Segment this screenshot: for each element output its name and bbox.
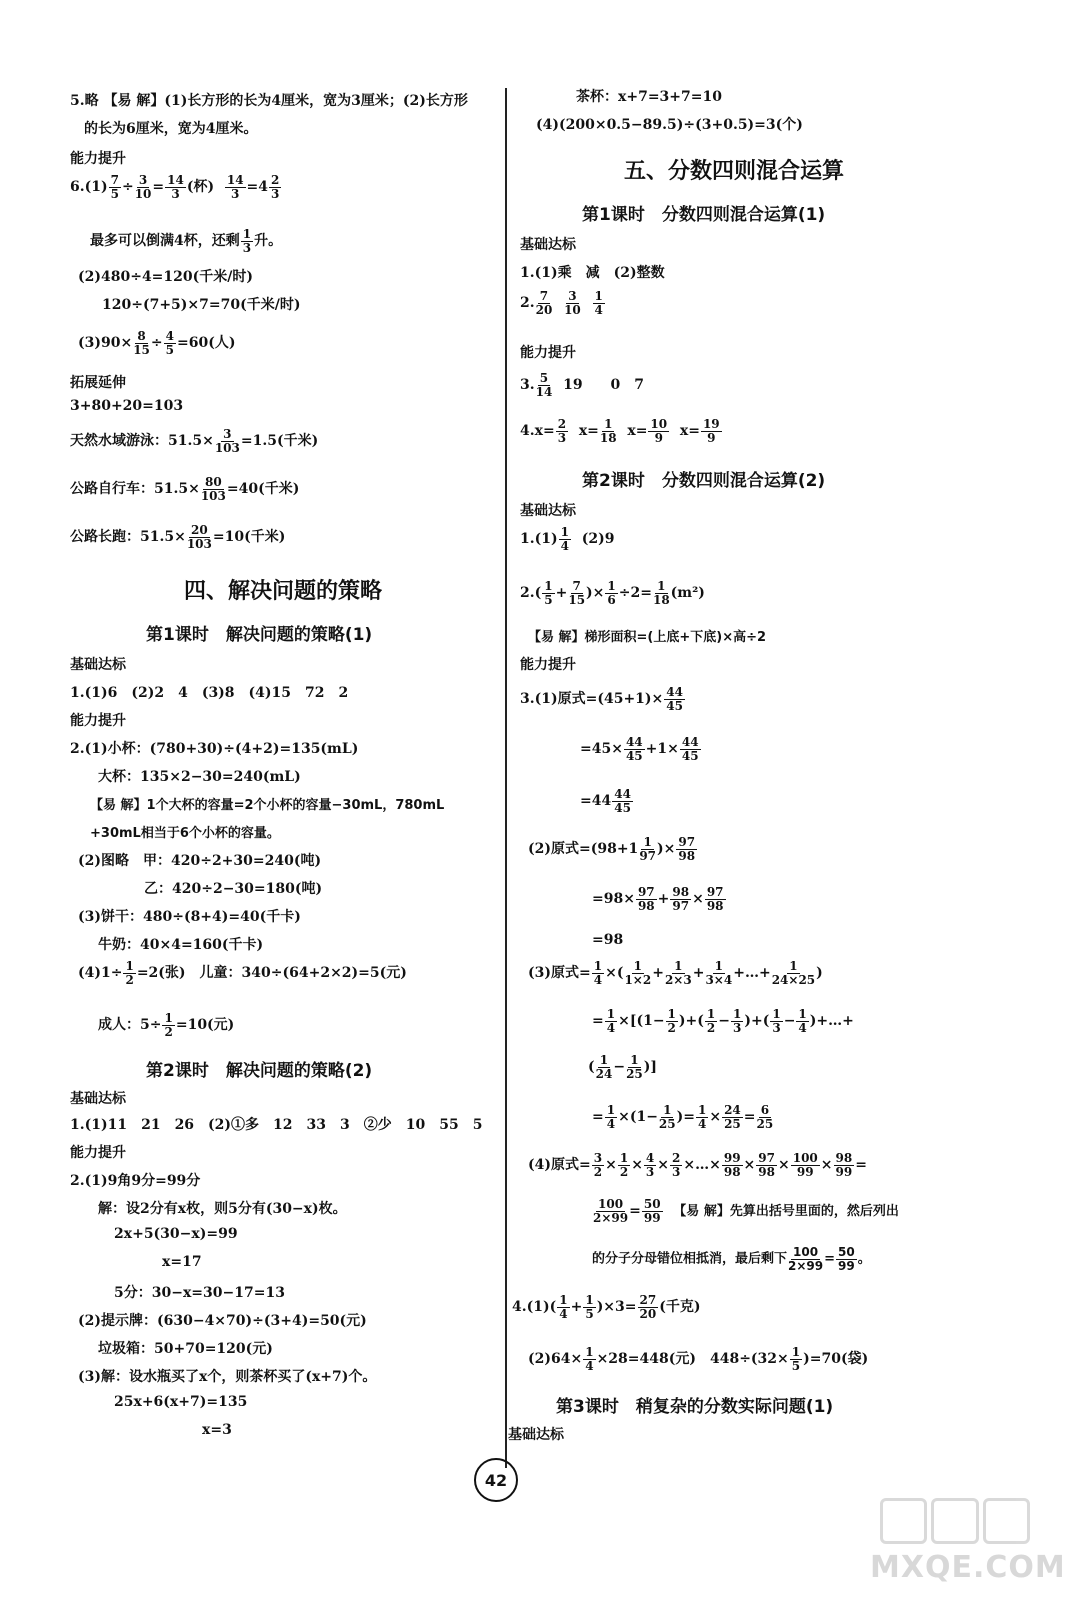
answer-4-2-2f: (2)提示牌：(630−4×70)÷(3+4)=50(元) [78,1313,367,1329]
lesson-5-3-title: 第3课时 稍复杂的分数实际问题(1) [556,1397,834,1417]
heading-basic-r3: 基础达标 [508,1427,564,1443]
answer-4-2-2i: 25x+6(x+7)=135 [114,1394,248,1410]
heading-basic-r2: 基础达标 [520,503,576,519]
answer-5-2-3-4c: 的分子分母错位相抵消，最后剩下 $\frac{100}{2\times 99}$ = $\frac{50}{99}$ 。 [592,1245,871,1273]
answer-4-1-2h: 牛奶：40×4=160(千卡) [98,937,264,953]
column-divider [505,88,507,1468]
answer-5-2-3-3: (3)原式= $\frac{1}{4}$ ×( $\frac{1}{1\times 2}$ + $\frac{1}{2\times 3}$ + $\frac{1}{3\times 4}$ +…+ $\frac{1}{24\times 25}$ ) [528,959,823,987]
answer-6-2b: 120÷(7+5)×7=70(千米/时) [102,297,301,313]
answer-5-2-3-2c: =98 [592,932,624,948]
answer-5-2-3-1b: =45× $\frac{44}{45}$ +1× $\frac{44}{45}$ [580,735,699,763]
lesson-5-2-title: 第2课时 分数四则混合运算(2) [582,471,826,491]
heading-ability-3: 能力提升 [70,1145,126,1161]
answer-4-1-2i: (4)1÷ $\frac{1}{2}$ =2(张) 儿童：340÷(64+2×2)=5(元) [78,959,407,987]
answer-5-2-2: 2.( $\frac{1}{5}$ + $\frac{7}{15}$ )× $\frac{1}{6}$ ÷2= $\frac{1}{18}$ (m²) [520,579,705,607]
answer-5-2-3-3d: = $\frac{1}{4}$ ×(1− $\frac{1}{25}$ )= $\frac{1}{4}$ × $\frac{24}{25}$ = $\frac{6}{25}$ [592,1103,774,1131]
answer-4-1-2b: 大杯：135×2−30=240(mL) [98,769,301,785]
ext-1: 3+80+20=103 [70,398,184,414]
answer-5-2-3-4b: $\frac{100}{2\times 99}$ = $\frac{50}{99}$ 【易 解】先算出括号里面的，然后列出 [593,1197,899,1225]
answer-4-2-1: 1.(1)11 21 26 (2)①多 12 33 3 ②少 10 55 5 [70,1117,483,1133]
answer-5-2-3-3b: = $\frac{1}{4}$ ×[(1− $\frac{1}{2}$ )+( $\frac{1}{2}$ − $\frac{1}{3}$ )+( $\frac{1}{3}$ − $\frac{1}{4}$ )+…+ [592,1007,854,1035]
answer-6-2a: (2)480÷4=120(千米/时) [78,269,253,285]
answer-4-1-2j: 成人：5÷ $\frac{1}{2}$ =10(元) [98,1011,235,1039]
answer-5-1-2: 2. $\frac{7}{20}$ $\frac{3}{10}$ $\frac{1}{4}$ [520,289,603,317]
lesson-4-2-title: 第2课时 解决问题的策略(2) [146,1061,373,1081]
watermark-text: MXQE.COM [870,1550,1066,1585]
answer-4-1-2g: (3)饼干：480÷(8+4)=40(千卡) [78,909,301,925]
answer-4-2-2g: 垃圾箱：50+70=120(元) [98,1341,273,1357]
answer-6-1: 6.(1) $\frac{7}{5}$ ÷ $\frac{3}{10}$ = $\frac{14}{3}$ (杯) $\frac{14}{3}$ =4 $\frac{2}{3}$ [70,173,280,201]
ext-swim: 天然水域游泳：51.5× $\frac{3}{103}$ =1.5(千米) [70,427,319,455]
answer-5-2-1: 1.(1) $\frac{1}{4}$ (2)9 [520,525,615,553]
answer-5-line1: 5.略 【易 解】(1)长方形的长为4厘米，宽为3厘米；(2)长方形 [70,93,468,109]
answer-5-2-3-1c: =44 $\frac{44}{45}$ [580,787,631,815]
ext-bike: 公路自行车：51.5× $\frac{80}{103}$ =40(千米) [70,475,300,503]
answer-4-2-2c: 2x+5(30−x)=99 [114,1226,238,1242]
answer-4-2-2j: x=3 [202,1422,232,1438]
answer-5-2-4-2: (2)64× $\frac{1}{4}$ ×28=448(元) 448÷(32× $\frac{1}{5}$ )=70(袋) [528,1345,869,1373]
answer-5-2-note: 【易 解】梯形面积=(上底+下底)×高÷2 [528,630,767,645]
answer-4-1-2f: 乙：420÷2−30=180(吨) [144,881,323,897]
answer-6-note: 最多可以倒满4杯，还剩 $\frac{1}{3}$ 升。 [90,227,283,255]
answer-6-3: (3)90× $\frac{8}{15}$ ÷ $\frac{4}{5}$ =60(人) [78,329,236,357]
section-4-title: 四、解决问题的策略 [184,579,383,604]
lesson-5-1-title: 第1课时 分数四则混合运算(1) [582,205,826,225]
heading-ability: 能力提升 [70,151,126,167]
answer-5-2-3-1: 3.(1)原式=(45+1)× $\frac{44}{45}$ [520,685,683,713]
answer-5-2-3-2b: =98× $\frac{97}{98}$ + $\frac{98}{97}$ × $\frac{97}{98}$ [592,885,724,913]
answer-5-2-3-2: (2)原式=(98+1 $\frac{1}{97}$ )× $\frac{97}{98}$ [528,835,696,863]
heading-basic-2: 基础达标 [70,1091,126,1107]
heading-ability-2: 能力提升 [70,713,126,729]
answer-5-2-3-3c: ( $\frac{1}{24}$ − $\frac{1}{25}$ )] [588,1053,658,1081]
heading-ability-r1: 能力提升 [520,345,576,361]
lesson-4-1-title: 第1课时 解决问题的策略(1) [146,625,373,645]
heading-extension: 拓展延伸 [70,375,126,391]
page-number: 42 [474,1458,518,1502]
answer-4-2-2e: 5分：30−x=30−17=13 [114,1285,285,1301]
answer-5-2-4-1: 4.(1)( $\frac{1}{4}$ + $\frac{1}{5}$ )×3= $\frac{27}{20}$ (千克) [512,1293,701,1321]
answer-5-2-3-4: (4)原式= $\frac{3}{2}$ × $\frac{1}{2}$ × $\frac{4}{3}$ × $\frac{2}{3}$ ×…× $\frac{99}{98}$ × $\frac{97}{98}$ × $\frac{100}{99}$ × $\frac{98}{99}$ = [528,1151,867,1179]
answer-5-1-1: 1.(1)乘 减 (2)整数 [520,265,665,281]
heading-basic-r1: 基础达标 [520,237,576,253]
answer-4-1-2a: 2.(1)小杯：(780+30)÷(4+2)=135(mL) [70,741,359,757]
answer-4-1-2d: +30mL相当于6个小杯的容量。 [90,826,280,841]
section-5-title: 五、分数四则混合运算 [624,159,845,184]
answer-4-1-1: 1.(1)6 (2)2 4 (3)8 (4)15 72 2 [70,685,349,701]
answer-4-2-2h: (3)解：设水瓶买了x个，则茶杯买了(x+7)个。 [78,1369,377,1385]
answer-5-line2: 的长为6厘米，宽为4厘米。 [84,121,258,137]
answer-4-2-2a: 2.(1)9角9分=99分 [70,1173,201,1189]
watermark-logo-icon [880,1498,1030,1543]
ext-run: 公路长跑：51.5× $\frac{20}{103}$ =10(千米) [70,523,286,551]
r-tea-cup: 茶杯：x+7=3+7=10 [576,89,722,105]
heading-ability-r2: 能力提升 [520,657,576,673]
answer-4-2-2d: x=17 [162,1254,202,1270]
answer-5-1-3: 3. $\frac{5}{14}$ 19 0 7 [520,371,645,399]
answer-5-1-4: 4.x= $\frac{2}{3}$ x= $\frac{1}{18}$ x= $\frac{10}{9}$ x= $\frac{19}{9}$ [520,417,720,445]
answer-4-1-2c: 【易 解】1个大杯的容量=2个小杯的容量−30mL，780mL [90,798,445,813]
heading-basic-1: 基础达标 [70,657,126,673]
answer-4-2-2b: 解：设2分有x枚，则5分有(30−x)枚。 [98,1201,347,1217]
answer-4-1-2e: (2)图略 甲：420÷2+30=240(吨) [78,853,322,869]
r-answer-4: (4)(200×0.5−89.5)÷(3+0.5)=3(个) [536,117,803,133]
